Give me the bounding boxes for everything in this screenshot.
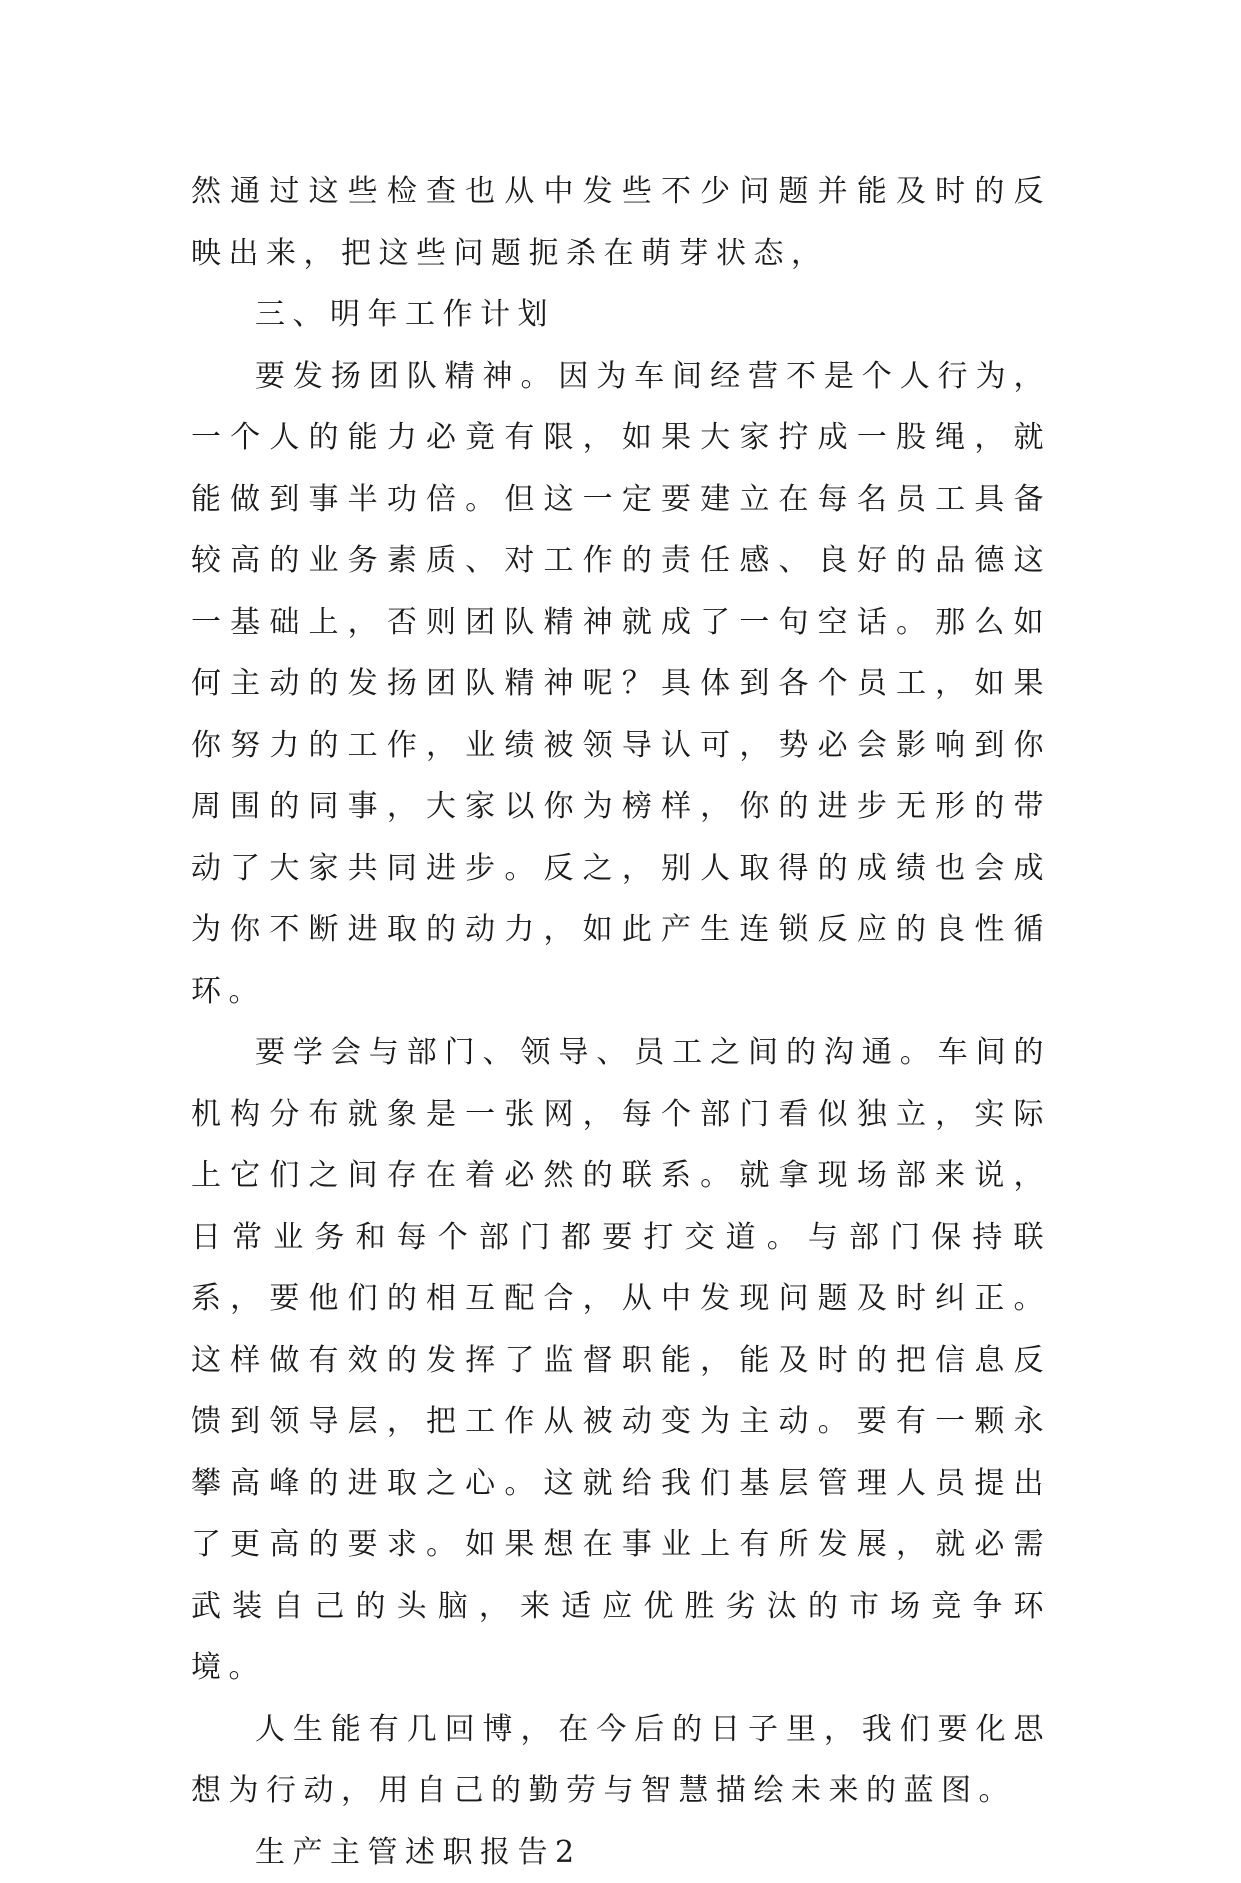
- report-title: 生产主管述职报告2: [191, 1822, 1051, 1883]
- paragraph-continuation: 然通过这些检查也从中发些不少问题并能及时的反映出来，把这些问题扼杀在萌芽状态，: [191, 161, 1051, 284]
- paragraph-closing: 人生能有几回博，在今后的日子里，我们要化思想为行动，用自己的勤劳与智慧描绘未来的蓝图。: [191, 1699, 1051, 1822]
- section-heading: 三、明年工作计划: [191, 284, 1051, 346]
- paragraph-communication: 要学会与部门、领导、员工之间的沟通。车间的机构分布就象是一张网，每个部门看似独立，实际上它们之间存在着必然的联系。就拿现场部来说，日常业务和每个部门都要打交道。与部门保持联系，要他们的相互配合，从中发现问题及时纠正。这样做有效的发挥了监督职能，能及时的把信息反馈到领导层，把工作从被动变为主动。要有一颗永攀高峰的进取之心。这就给我们基层管理人员提出了更高的要求。如果想在事业上有所发展，就必需武装自己的头脑，来适应优胜劣汰的市场竞争环境。: [191, 1022, 1051, 1699]
- document-body: [191, 161, 1051, 1883]
- paragraph-team-spirit: 要发扬团队精神。因为车间经营不是个人行为，一个人的能力必竟有限，如果大家拧成一股绳，就能做到事半功倍。但这一定要建立在每名员工具备较高的业务素质、对工作的责任感、良好的品德这一基础上，否则团队精神就成了一句空话。那么如何主动的发扬团队精神呢？具体到各个员工，如果你努力的工作，业绩被领导认可，势必会影响到你周围的同事，大家以你为榜样，你的进步无形的带动了大家共同进步。反之，别人取得的成绩也会成为你不断进取的动力，如此产生连锁反应的良性循环。: [191, 346, 1051, 1023]
